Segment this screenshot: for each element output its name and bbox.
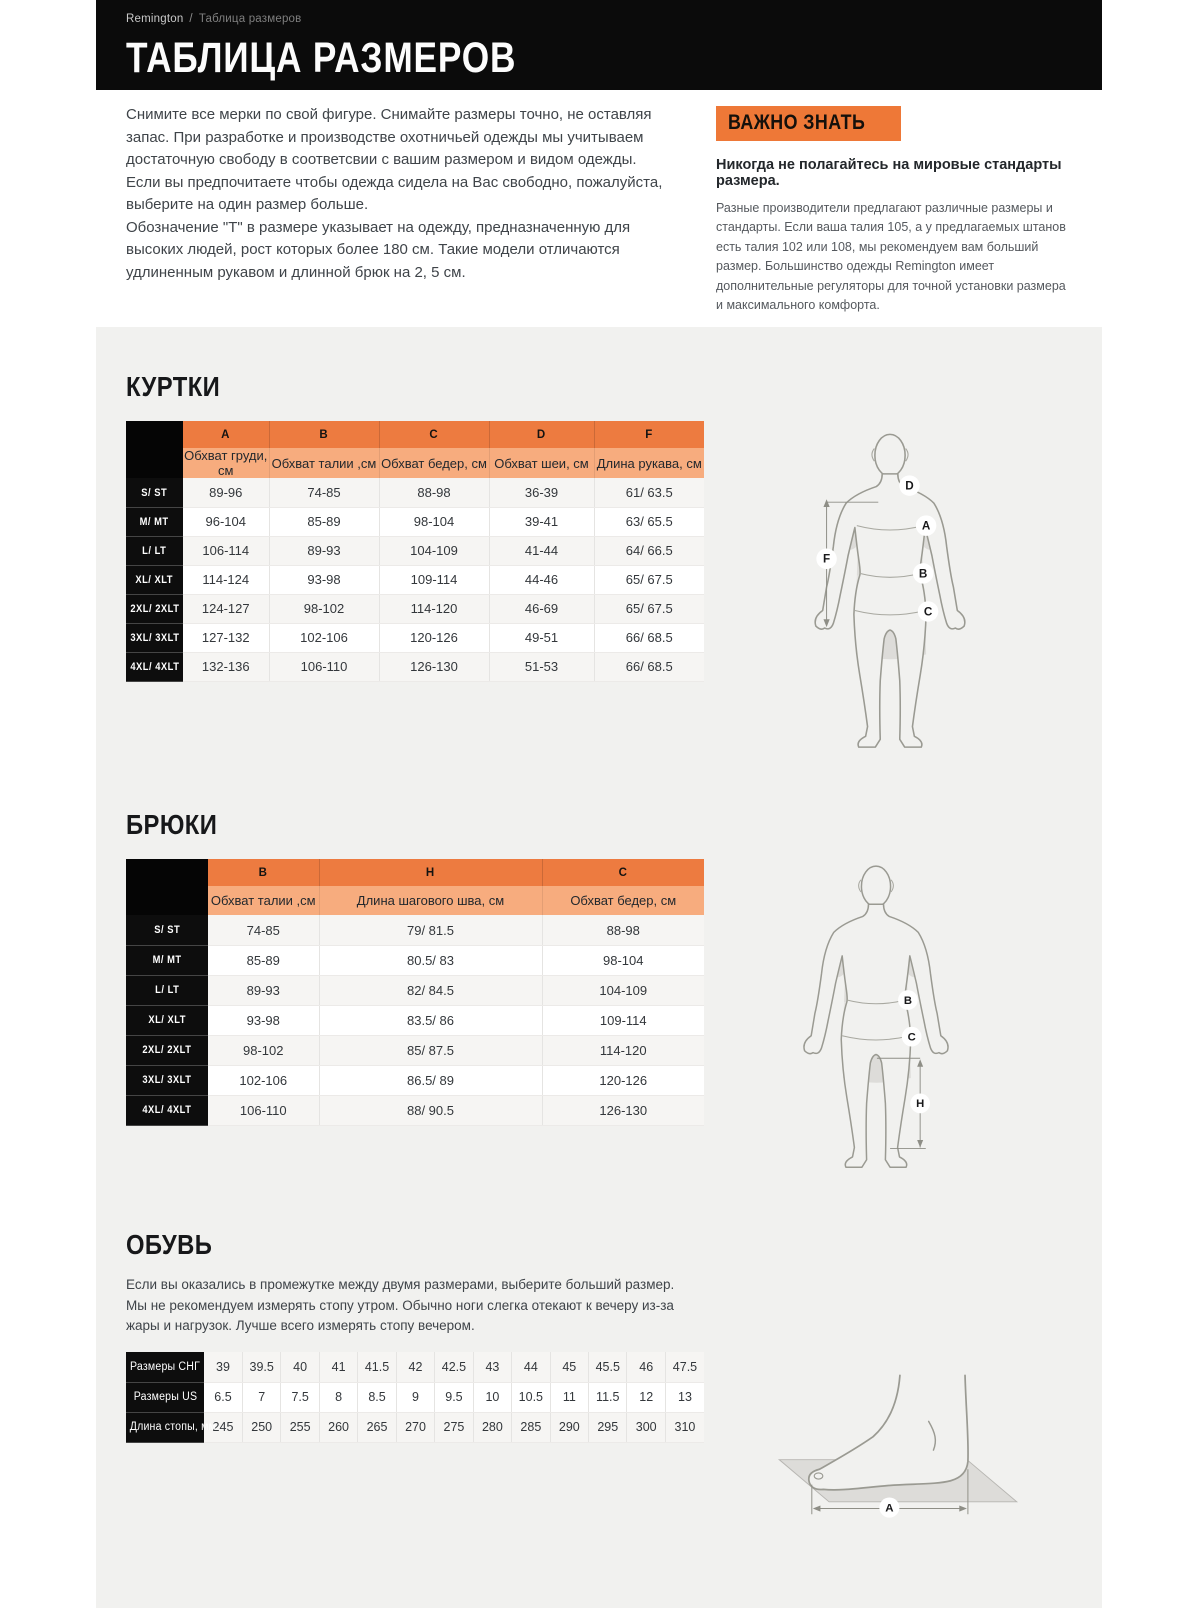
table-row: [126, 536, 704, 565]
important-lead: Никогда не полагайтесь на мировые стандарты размера.: [716, 157, 1062, 189]
size-value: 270: [396, 1412, 434, 1442]
jackets-section: [126, 371, 1072, 751]
jackets-diagram-label-neck: [899, 476, 919, 496]
size-value: 61/ 63.5: [594, 478, 704, 507]
breadcrumb-link-remington[interactable]: Remington: [126, 13, 184, 25]
jackets-diagram-label-chest: [916, 516, 936, 536]
column-letter: B: [269, 421, 379, 448]
size-value: 74-85: [269, 478, 379, 507]
size-value: 42.5: [435, 1352, 473, 1382]
table-row: [126, 1065, 704, 1095]
column-letter: B: [208, 859, 319, 886]
jackets-body-diagram: [786, 429, 994, 751]
pants-diagram-label-inseam: [910, 1094, 930, 1114]
column-measure: Обхват бедер, см: [542, 886, 704, 915]
row-label: L/ LT: [126, 975, 208, 1005]
size-value: 93-98: [269, 565, 379, 594]
size-value: 66/ 68.5: [594, 652, 704, 681]
size-value: 9: [396, 1382, 434, 1412]
size-value: 9.5: [435, 1382, 473, 1412]
size-value: 43: [473, 1352, 511, 1382]
size-value: 39.5: [242, 1352, 280, 1382]
size-value: 275: [435, 1412, 473, 1442]
intro-section: [96, 90, 1102, 315]
page-header: [96, 0, 1102, 90]
size-value: 88-98: [379, 478, 489, 507]
size-value: 41: [319, 1352, 357, 1382]
size-value: 11: [550, 1382, 588, 1412]
size-value: 89-93: [269, 536, 379, 565]
size-value: 10: [473, 1382, 511, 1412]
size-value: 88-98: [542, 915, 704, 945]
size-value: 89-93: [208, 975, 319, 1005]
important-note: [716, 104, 1072, 315]
row-label: XL/ XLT: [126, 1005, 208, 1035]
size-value: 83.5/ 86: [319, 1005, 542, 1035]
column-letter: H: [319, 859, 542, 886]
size-value: 126-130: [542, 1095, 704, 1125]
size-value: 98-102: [208, 1035, 319, 1065]
row-label: XL/ XLT: [126, 565, 183, 594]
size-value: 132-136: [183, 652, 269, 681]
shoes-size-table: [126, 1352, 704, 1443]
size-value: 114-124: [183, 565, 269, 594]
row-label: Размеры СНГ: [126, 1352, 204, 1382]
size-value: 82/ 84.5: [319, 975, 542, 1005]
jackets-title: КУРТКИ: [126, 371, 221, 403]
size-value: 260: [319, 1412, 357, 1442]
column-letter: C: [379, 421, 489, 448]
svg-text:H: H: [916, 1098, 925, 1111]
shoes-title: ОБУВЬ: [126, 1229, 213, 1261]
size-value: 64/ 66.5: [594, 536, 704, 565]
size-value: 310: [665, 1412, 704, 1442]
row-label: 3XL/ 3XLT: [126, 623, 183, 652]
size-value: 41-44: [489, 536, 594, 565]
row-label: 2XL/ 2XLT: [126, 1035, 208, 1065]
size-value: 51-53: [489, 652, 594, 681]
size-value: 39: [204, 1352, 242, 1382]
row-label: 4XL/ 4XLT: [126, 652, 183, 681]
breadcrumb-current: Таблица размеров: [198, 13, 302, 25]
table-row: [126, 594, 704, 623]
column-letter: C: [542, 859, 704, 886]
size-value: 106-110: [208, 1095, 319, 1125]
row-label: 2XL/ 2XLT: [126, 594, 183, 623]
size-value: 45: [550, 1352, 588, 1382]
size-value: 7.5: [281, 1382, 319, 1412]
size-value: 44-46: [489, 565, 594, 594]
size-value: 11.5: [589, 1382, 627, 1412]
table-row: [126, 975, 704, 1005]
svg-text:D: D: [905, 479, 914, 493]
pants-size-table: [126, 859, 704, 1126]
intro-text: [126, 104, 668, 315]
size-value: 13: [665, 1382, 704, 1412]
size-value: 85/ 87.5: [319, 1035, 542, 1065]
size-value: 127-132: [183, 623, 269, 652]
size-value: 290: [550, 1412, 588, 1442]
size-value: 102-106: [269, 623, 379, 652]
size-value: 12: [627, 1382, 665, 1412]
column-measure: Обхват груди, см: [184, 448, 268, 479]
size-value: 65/ 67.5: [594, 565, 704, 594]
size-value: 41.5: [358, 1352, 396, 1382]
size-value: 120-126: [542, 1065, 704, 1095]
size-value: 10.5: [512, 1382, 550, 1412]
row-label: S/ ST: [126, 915, 208, 945]
size-value: 88/ 90.5: [319, 1095, 542, 1125]
column-measure: Длина шагового шва, см: [319, 886, 542, 915]
important-badge: ВАЖНО ЗНАТЬ: [716, 106, 901, 141]
table-row: [126, 945, 704, 975]
page-title: ТАБЛИЦА РАЗМЕРОВ: [126, 34, 517, 82]
size-value: 46-69: [489, 594, 594, 623]
table-corner: [126, 421, 183, 478]
column-letter: A: [183, 421, 269, 448]
size-value: 109-114: [542, 1005, 704, 1035]
size-value: 106-110: [269, 652, 379, 681]
size-value: 65/ 67.5: [594, 594, 704, 623]
size-value: 47.5: [665, 1352, 704, 1382]
intro-paragraph-1: Снимите все мерки по свой фигуре. Снимайте размеры точно, не оставляя запас. При разработке и производстве охотничьей одежды мы учитываем достаточную свободу в соответсвии с вашим размером и видом одежды. Если вы предпочитаете чтобы одежда сидела на Вас свободно, пожалуйста, выберите на один размер больше.: [126, 106, 663, 213]
breadcrumb-separator: /: [189, 13, 193, 25]
foot-diagram-label-length: [879, 1497, 899, 1517]
size-value: 106-114: [183, 536, 269, 565]
table-row: [126, 915, 704, 945]
pants-diagram-label-waist: [898, 990, 918, 1010]
row-label: Размеры US: [126, 1382, 204, 1412]
size-value: 86.5/ 89: [319, 1065, 542, 1095]
size-value: 8.5: [358, 1382, 396, 1412]
row-label: 4XL/ 4XLT: [126, 1095, 208, 1125]
size-value: 45.5: [589, 1352, 627, 1382]
size-value: 98-104: [379, 507, 489, 536]
table-row: [126, 507, 704, 536]
row-label: M/ MT: [126, 945, 208, 975]
row-label: 3XL/ 3XLT: [126, 1065, 208, 1095]
pants-diagram-label-hips: [902, 1027, 922, 1047]
pants-body-diagram: [776, 861, 976, 1171]
size-value: 79/ 81.5: [319, 915, 542, 945]
column-measure: Обхват талии ,см: [269, 448, 379, 478]
size-value: 114-120: [379, 594, 489, 623]
shoes-section: [126, 1229, 1072, 1520]
important-text: Разные производители предлагают различные размеры и стандарты. Если ваша талия 105, а у предлагаемых штанов есть талия 102 или 108, мы рекомендуем вам больший размер. Большинство одежды Remington имеет дополнительные регуляторы для точной установки размера и максимального комфорта.: [716, 201, 1066, 312]
intro-paragraph-2: Обозначение "Т" в размере указывает на одежду, предназначенную для высоких людей, рост которых более 180 см. Такие модели отличаются удлиненным рукавом и длинной брюк на 2, 5 см.: [126, 218, 631, 281]
row-label: L/ LT: [126, 536, 183, 565]
size-value: 46: [627, 1352, 665, 1382]
size-value: 285: [512, 1412, 550, 1442]
svg-text:B: B: [903, 995, 913, 1008]
size-value: 104-109: [379, 536, 489, 565]
row-label: Длина стопы, мм: [126, 1412, 204, 1442]
size-value: 265: [358, 1412, 396, 1442]
size-value: 120-126: [379, 623, 489, 652]
table-row: [126, 1035, 704, 1065]
size-value: 250: [242, 1412, 280, 1442]
size-value: 66/ 68.5: [594, 623, 704, 652]
table-row: [126, 1005, 704, 1035]
column-measure: Обхват бедер, см: [379, 448, 489, 478]
svg-text:B: B: [918, 567, 928, 581]
column-measure: Обхват талии ,см: [208, 886, 319, 915]
size-value: 40: [281, 1352, 319, 1382]
size-value: 255: [281, 1412, 319, 1442]
svg-text:A: A: [921, 519, 931, 533]
svg-text:C: C: [923, 605, 933, 619]
size-value: 49-51: [489, 623, 594, 652]
size-value: 98-104: [542, 945, 704, 975]
table-row: [126, 623, 704, 652]
size-value: 8: [319, 1382, 357, 1412]
pants-section: [126, 809, 1072, 1171]
size-value: 102-106: [208, 1065, 319, 1095]
column-letter: F: [594, 421, 704, 448]
table-corner: [126, 859, 208, 915]
size-value: 80.5/ 83: [319, 945, 542, 975]
table-row: [126, 1095, 704, 1125]
row-label: S/ ST: [126, 478, 183, 507]
table-row: [126, 1412, 704, 1442]
svg-text:F: F: [823, 552, 831, 566]
size-value: 44: [512, 1352, 550, 1382]
column-measure: Обхват шеи, см: [489, 448, 594, 478]
size-value: 74-85: [208, 915, 319, 945]
size-value: 280: [473, 1412, 511, 1442]
table-row: [126, 478, 704, 507]
size-value: 109-114: [379, 565, 489, 594]
size-value: 245: [204, 1412, 242, 1442]
size-value: 114-120: [542, 1035, 704, 1065]
size-value: 300: [627, 1412, 665, 1442]
jackets-diagram-label-waist: [913, 563, 933, 583]
size-value: 6.5: [204, 1382, 242, 1412]
size-value: 85-89: [269, 507, 379, 536]
size-value: 63/ 65.5: [594, 507, 704, 536]
size-charts-panel: [96, 327, 1102, 1608]
shoes-note: Если вы оказались в промежутке между двумя размерами, выберите больший размер. Мы не рекомендуем измерять стопу утром. Обычно ноги слегка отекают к вечеру из-за жары и нагрузок. Лучше всего измерять стопу вечером.: [126, 1277, 675, 1333]
column-measure: Длина рукава, см: [594, 448, 704, 478]
row-label: M/ MT: [126, 507, 183, 536]
pants-title: БРЮКИ: [126, 809, 218, 841]
jackets-size-table: [126, 421, 704, 682]
table-row: [126, 1382, 704, 1412]
size-value: 36-39: [489, 478, 594, 507]
size-value: 295: [589, 1412, 627, 1442]
size-value: 89-96: [183, 478, 269, 507]
size-value: 7: [242, 1382, 280, 1412]
size-value: 39-41: [489, 507, 594, 536]
size-value: 96-104: [183, 507, 269, 536]
column-letter: D: [489, 421, 594, 448]
size-value: 126-130: [379, 652, 489, 681]
foot-measure-diagram: [772, 1362, 1024, 1520]
size-value: 124-127: [183, 594, 269, 623]
jackets-diagram-label-hips: [918, 601, 938, 621]
size-value: 104-109: [542, 975, 704, 1005]
size-value: 42: [396, 1352, 434, 1382]
table-row: [126, 1352, 704, 1382]
size-value: 93-98: [208, 1005, 319, 1035]
table-row: [126, 565, 704, 594]
svg-text:A: A: [885, 1502, 894, 1515]
table-row: [126, 652, 704, 681]
size-value: 98-102: [269, 594, 379, 623]
breadcrumb: [126, 13, 1072, 25]
size-value: 85-89: [208, 945, 319, 975]
jackets-diagram-label-sleeve: [816, 549, 836, 569]
svg-text:C: C: [907, 1031, 916, 1044]
